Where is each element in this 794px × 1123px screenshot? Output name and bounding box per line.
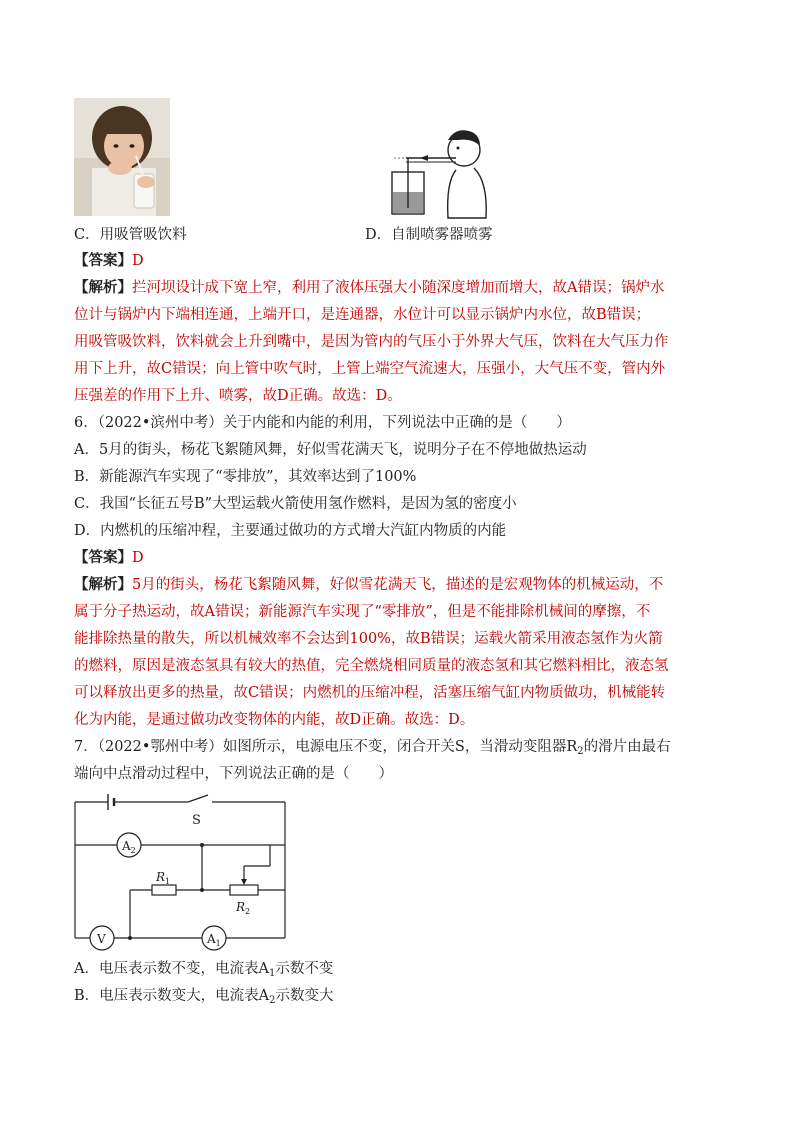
subscript: 1 xyxy=(268,968,276,979)
q6-analysis-line: 属于分子热运动，故A错误；新能源汽车实现了“零排放”，但是不能排除机械间的摩擦，不 xyxy=(74,604,651,620)
answer-label: 【答案】 xyxy=(74,252,132,269)
answer-value: D xyxy=(132,550,144,566)
answer-label: 【答案】 xyxy=(74,549,132,566)
switch-label: S xyxy=(192,813,201,828)
q6-option-a: A．5月的街头，杨花飞絮随风舞，好似雪花满天飞，说明分子在不停地做热运动 xyxy=(74,442,587,458)
r1-label xyxy=(155,870,170,886)
q5-analysis-line: 压强差的作用下上升、喷雾，故D正确。故选：D。 xyxy=(74,388,402,404)
circuit-diagram xyxy=(70,790,290,952)
analysis-text: 5月的街头，杨花飞絮随风舞，好似雪花满天飞，描述的是宏观物体的机械运动，不 xyxy=(132,577,664,593)
q5-analysis-line: 用下上升，故C错误；向上管中吹气时，上管上端空气流速大，压强小，大气压不变，管内外 xyxy=(74,361,666,377)
voltmeter-label: V xyxy=(97,932,106,946)
q6-option-b: B．新能源汽车实现了“零排放”，其效率达到了100% xyxy=(74,469,417,485)
label-sub: 1 xyxy=(215,939,221,948)
ammeter-a2-label xyxy=(121,839,136,855)
label-sub: 2 xyxy=(130,846,136,855)
child-drinking-straw-photo xyxy=(74,98,170,216)
q5-answer xyxy=(74,252,734,270)
q7-option-a xyxy=(74,960,734,978)
q6-analysis-line: 的燃料，原因是液态氢具有较大的热值，完全燃烧相同质量的液态氢和其它燃料相比，液态氢 xyxy=(74,658,669,674)
option-text: 示数变大 xyxy=(275,988,334,1004)
answer-value: D xyxy=(132,253,144,269)
ammeter-a1-label xyxy=(206,932,221,948)
option-text: B．电压表示数变大，电流表A xyxy=(74,988,270,1004)
subscript: 2 xyxy=(577,746,584,757)
option-d-label: D．自制喷雾器喷雾 xyxy=(365,227,493,243)
q6-stem: 6．（2022•滨州中考）关于内能和内能的利用，下列说法中正确的是（ ） xyxy=(74,415,571,431)
label-text: A xyxy=(122,839,131,853)
analysis-text: 拦河坝设计成下宽上窄，利用了液体压强大小随深度增加而增大，故A错误；锅炉水 xyxy=(132,280,665,296)
label-text: R xyxy=(236,900,246,914)
option-c-label: C．用吸管吸饮料 xyxy=(74,227,187,243)
q7-option-b xyxy=(74,987,734,1005)
r2-label xyxy=(235,900,250,916)
q7-stem xyxy=(74,738,734,756)
q6-option-c: C．我国“长征五号B”大型运载火箭使用氢作燃料，是因为氢的密度小 xyxy=(74,496,517,512)
q6-answer xyxy=(74,549,734,567)
label-sub: 2 xyxy=(245,907,251,916)
option-text: A．电压表示数不变，电流表A xyxy=(74,961,269,977)
q5-analysis-line: 用吸管吸饮料，饮料就会上升到嘴中，是因为管内的气压小于外界大气压，饮料在大气压力作 xyxy=(74,334,669,350)
label-text: R xyxy=(156,870,166,884)
analysis-label: 【解析】 xyxy=(74,279,132,296)
q5-analysis-line: 位计与锅炉内下端相连通，上端开口，是连通器，水位计可以显示锅炉内水位，故B错误； xyxy=(74,307,651,323)
q6-analysis-line: 化为内能，是通过做功改变物体的内能，故D正确。故选：D。 xyxy=(74,712,475,728)
q7-stem-text: 的滑片由最右 xyxy=(583,739,671,755)
q7-stem-text: 7．（2022•鄂州中考）如图所示，电源电压不变，闭合开关S，当滑动变阻器R xyxy=(74,739,578,755)
q5-analysis-line xyxy=(74,279,734,297)
q6-option-d: D．内燃机的压缩冲程，主要通过做功的方式增大汽缸内物质的内能 xyxy=(74,523,507,539)
q6-analysis-line: 可以释放出更多的热量，故C错误；内燃机的压缩冲程，活塞压缩气缸内物质做功，机械能转 xyxy=(74,685,666,701)
subscript: 2 xyxy=(269,995,276,1006)
q6-analysis-line: 能排除热量的散失，所以机械效率不会达到100%，故B错误；运载火箭采用液态氢作为火箭 xyxy=(74,631,663,647)
analysis-label: 【解析】 xyxy=(74,576,132,593)
q7-stem-line2: 端向中点滑动过程中，下列说法正确的是（ ） xyxy=(74,766,393,782)
atomizer-illustration xyxy=(386,120,490,220)
label-text: A xyxy=(207,932,216,946)
q6-analysis-line xyxy=(74,576,734,594)
option-text: 示数不变 xyxy=(275,961,334,977)
label-sub: 1 xyxy=(165,877,171,886)
